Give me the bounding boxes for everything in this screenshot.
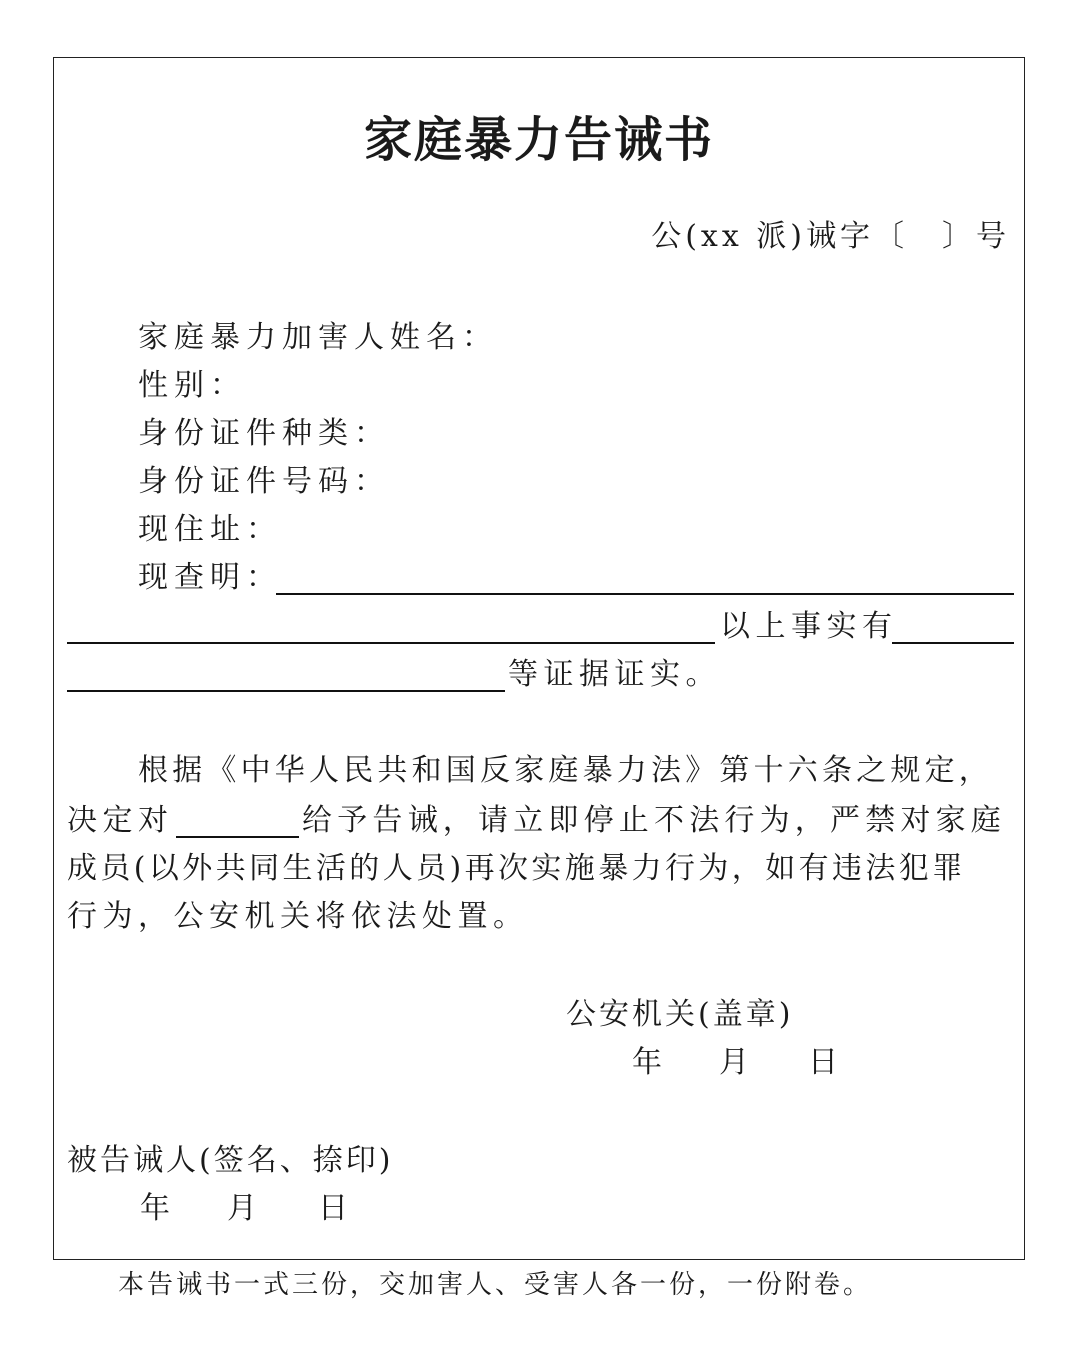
paragraph-line-2a: 决定对 <box>67 803 174 838</box>
recipient-date-day: 日 <box>318 1191 351 1226</box>
recipient-name-blank-line <box>176 836 299 838</box>
field-id-number: 身份证件号码： <box>138 464 390 499</box>
authority-date-month: 月 <box>719 1045 752 1080</box>
field-id-type: 身份证件种类： <box>138 416 390 451</box>
field-address: 现住址： <box>138 512 282 547</box>
document-number: 公(xx 派)诫字〔 〕号 <box>651 219 1010 254</box>
field-perpetrator-name: 家庭暴力加害人姓名： <box>138 320 498 355</box>
paragraph-line-3: 成员(以外共同生活的人员)再次实施暴力行为，如有违法犯罪 <box>67 851 966 886</box>
authority-date-day: 日 <box>808 1045 841 1080</box>
evidence-blank-line-2 <box>67 690 505 692</box>
recipient-date-month: 月 <box>227 1191 260 1226</box>
evidence-suffix: 等证据证实。 <box>508 657 721 692</box>
document-title: 家庭暴力告诫书 <box>363 112 714 168</box>
footnote: 本告诫书一式三份，交加害人、受害人各一份，一份附卷。 <box>118 1270 873 1300</box>
field-findings: 现查明： <box>138 560 282 595</box>
authority-seal: 公安机关(盖章) <box>566 997 794 1032</box>
paragraph-line-4: 行为，公安机关将依法处置。 <box>67 899 529 934</box>
authority-date-year: 年 <box>632 1045 665 1080</box>
recipient-date-year: 年 <box>140 1191 173 1226</box>
findings-blank-line <box>276 593 1014 595</box>
findings-blank-line-2 <box>67 642 715 644</box>
paragraph-line-2b: 给予告诫，请立即停止不法行为，严禁对家庭 <box>302 803 1006 838</box>
paragraph-line-1: 根据《中华人民共和国反家庭暴力法》第十六条之规定， <box>138 753 993 788</box>
recipient-signature: 被告诫人(签名、捺印) <box>67 1143 394 1178</box>
evidence-blank-line <box>892 642 1014 644</box>
field-gender: 性别： <box>138 368 246 403</box>
facts-prefix: 以上事实有 <box>720 609 898 644</box>
